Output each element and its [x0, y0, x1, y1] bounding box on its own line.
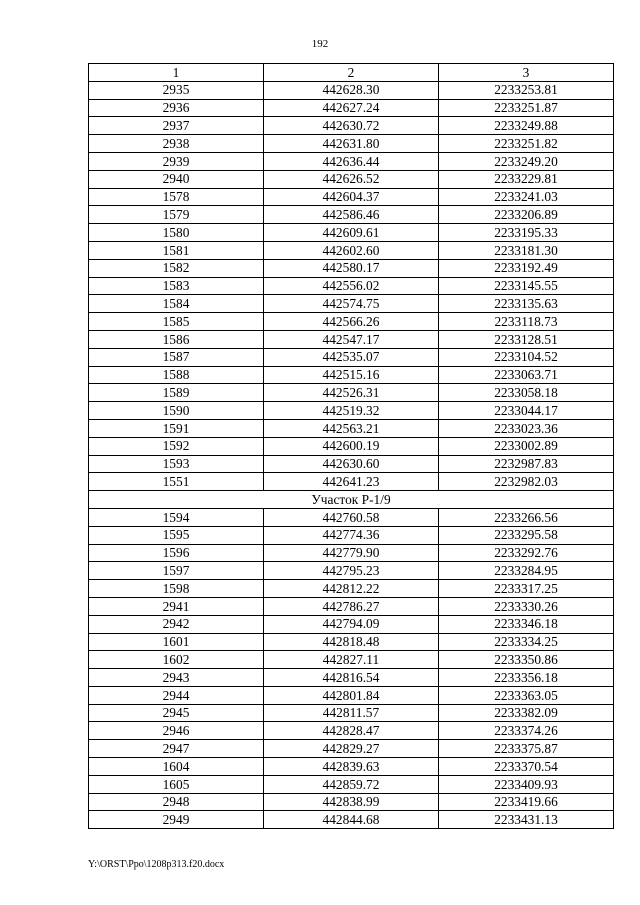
point-number-cell: 1602 — [89, 651, 264, 669]
table-row — [89, 633, 614, 651]
x-coordinate-cell: 442600.19 — [264, 437, 439, 455]
x-coordinate-cell: 442631.80 — [264, 135, 439, 153]
y-coordinate-cell: 2233104.52 — [439, 348, 614, 366]
y-coordinate-cell: 2232987.83 — [439, 455, 614, 473]
table-row — [89, 366, 614, 384]
point-number-cell: 2935 — [89, 81, 264, 99]
y-coordinate-cell: 2233229.81 — [439, 170, 614, 188]
x-coordinate-cell: 442811.57 — [264, 704, 439, 722]
y-coordinate-cell: 2233251.87 — [439, 99, 614, 117]
x-coordinate-cell: 442609.61 — [264, 224, 439, 242]
point-number-cell: 1591 — [89, 419, 264, 437]
header-row — [89, 64, 614, 82]
y-coordinate-cell: 2233206.89 — [439, 206, 614, 224]
point-number-cell: 1595 — [89, 526, 264, 544]
point-number-cell: 1590 — [89, 402, 264, 420]
point-number-cell: 1584 — [89, 295, 264, 313]
table-row — [89, 224, 614, 242]
table-row — [89, 758, 614, 776]
x-coordinate-cell: 442574.75 — [264, 295, 439, 313]
x-coordinate-cell: 442812.22 — [264, 580, 439, 598]
x-coordinate-cell: 442535.07 — [264, 348, 439, 366]
point-number-cell: 1592 — [89, 437, 264, 455]
y-coordinate-cell: 2233419.66 — [439, 793, 614, 811]
footer-file-path: Y:\ORST\Ppo\1208p313.f20.docx — [88, 859, 225, 870]
x-coordinate-cell: 442794.09 — [264, 615, 439, 633]
table-row — [89, 651, 614, 669]
coordinates-table — [88, 63, 614, 829]
x-coordinate-cell: 442786.27 — [264, 597, 439, 615]
y-coordinate-cell: 2233251.82 — [439, 135, 614, 153]
point-number-cell: 1594 — [89, 508, 264, 526]
point-number-cell: 1597 — [89, 562, 264, 580]
point-number-cell: 2944 — [89, 686, 264, 704]
y-coordinate-cell: 2233370.54 — [439, 758, 614, 776]
point-number-cell: 1583 — [89, 277, 264, 295]
x-coordinate-cell: 442636.44 — [264, 152, 439, 170]
x-coordinate-cell: 442839.63 — [264, 758, 439, 776]
table-row — [89, 437, 614, 455]
point-number-cell: 2938 — [89, 135, 264, 153]
x-coordinate-cell: 442760.58 — [264, 508, 439, 526]
y-coordinate-cell: 2233145.55 — [439, 277, 614, 295]
table-row — [89, 313, 614, 331]
y-coordinate-cell: 2233002.89 — [439, 437, 614, 455]
point-number-cell: 2943 — [89, 669, 264, 687]
y-coordinate-cell: 2233266.56 — [439, 508, 614, 526]
x-coordinate-cell: 442859.72 — [264, 775, 439, 793]
y-coordinate-cell: 2233356.18 — [439, 669, 614, 687]
point-number-cell: 2937 — [89, 117, 264, 135]
x-coordinate-cell: 442602.60 — [264, 241, 439, 259]
x-coordinate-cell: 442626.52 — [264, 170, 439, 188]
y-coordinate-cell: 2233253.81 — [439, 81, 614, 99]
x-coordinate-cell: 442580.17 — [264, 259, 439, 277]
x-coordinate-cell: 442563.21 — [264, 419, 439, 437]
point-number-cell: 1596 — [89, 544, 264, 562]
y-coordinate-cell: 2233118.73 — [439, 313, 614, 331]
table-row — [89, 704, 614, 722]
y-coordinate-cell: 2233295.58 — [439, 526, 614, 544]
table-row — [89, 562, 614, 580]
x-coordinate-cell: 442627.24 — [264, 99, 439, 117]
table-row — [89, 597, 614, 615]
y-coordinate-cell: 2233023.36 — [439, 419, 614, 437]
table-row — [89, 117, 614, 135]
table-row — [89, 473, 614, 491]
point-number-cell: 2942 — [89, 615, 264, 633]
y-coordinate-cell: 2233363.05 — [439, 686, 614, 704]
y-coordinate-cell: 2233382.09 — [439, 704, 614, 722]
x-coordinate-cell: 442515.16 — [264, 366, 439, 384]
x-coordinate-cell: 442526.31 — [264, 384, 439, 402]
x-coordinate-cell: 442816.54 — [264, 669, 439, 687]
point-number-cell: 1585 — [89, 313, 264, 331]
x-coordinate-cell: 442795.23 — [264, 562, 439, 580]
x-coordinate-cell: 442818.48 — [264, 633, 439, 651]
table-row — [89, 686, 614, 704]
column-header-3: 3 — [439, 64, 614, 82]
column-header-1: 1 — [89, 64, 264, 82]
point-number-cell: 1586 — [89, 330, 264, 348]
x-coordinate-cell: 442838.99 — [264, 793, 439, 811]
x-coordinate-cell: 442827.11 — [264, 651, 439, 669]
table-row — [89, 135, 614, 153]
table-row — [89, 526, 614, 544]
y-coordinate-cell: 2233409.93 — [439, 775, 614, 793]
point-number-cell: 2936 — [89, 99, 264, 117]
point-number-cell: 2939 — [89, 152, 264, 170]
y-coordinate-cell: 2233192.49 — [439, 259, 614, 277]
point-number-cell: 2945 — [89, 704, 264, 722]
table-row — [89, 259, 614, 277]
x-coordinate-cell: 442779.90 — [264, 544, 439, 562]
x-coordinate-cell: 442547.17 — [264, 330, 439, 348]
table-row — [89, 330, 614, 348]
table-row — [89, 188, 614, 206]
x-coordinate-cell: 442586.46 — [264, 206, 439, 224]
point-number-cell: 2941 — [89, 597, 264, 615]
table-row — [89, 775, 614, 793]
table-row — [89, 722, 614, 740]
y-coordinate-cell: 2233058.18 — [439, 384, 614, 402]
y-coordinate-cell: 2233350.86 — [439, 651, 614, 669]
point-number-cell: 1580 — [89, 224, 264, 242]
point-number-cell: 1588 — [89, 366, 264, 384]
table-row — [89, 170, 614, 188]
y-coordinate-cell: 2233284.95 — [439, 562, 614, 580]
x-coordinate-cell: 442844.68 — [264, 811, 439, 829]
column-header-2: 2 — [264, 64, 439, 82]
table-row — [89, 740, 614, 758]
point-number-cell: 1593 — [89, 455, 264, 473]
section-row — [89, 491, 614, 509]
point-number-cell: 1581 — [89, 241, 264, 259]
point-number-cell: 1582 — [89, 259, 264, 277]
point-number-cell: 1601 — [89, 633, 264, 651]
point-number-cell: 2946 — [89, 722, 264, 740]
point-number-cell: 1604 — [89, 758, 264, 776]
x-coordinate-cell: 442641.23 — [264, 473, 439, 491]
y-coordinate-cell: 2233063.71 — [439, 366, 614, 384]
x-coordinate-cell: 442628.30 — [264, 81, 439, 99]
point-number-cell: 1578 — [89, 188, 264, 206]
table-header — [89, 64, 614, 82]
point-number-cell: 2948 — [89, 793, 264, 811]
table-row — [89, 419, 614, 437]
point-number-cell: 2947 — [89, 740, 264, 758]
y-coordinate-cell: 2233249.88 — [439, 117, 614, 135]
x-coordinate-cell: 442801.84 — [264, 686, 439, 704]
table-row — [89, 99, 614, 117]
table-row — [89, 206, 614, 224]
section-title: Участок Р-1/9 — [89, 491, 614, 509]
point-number-cell: 1579 — [89, 206, 264, 224]
x-coordinate-cell: 442774.36 — [264, 526, 439, 544]
point-number-cell: 1551 — [89, 473, 264, 491]
table-row — [89, 455, 614, 473]
y-coordinate-cell: 2233375.87 — [439, 740, 614, 758]
x-coordinate-cell: 442829.27 — [264, 740, 439, 758]
table-row — [89, 295, 614, 313]
point-number-cell: 1598 — [89, 580, 264, 598]
y-coordinate-cell: 2233249.20 — [439, 152, 614, 170]
table-row — [89, 793, 614, 811]
point-number-cell: 1587 — [89, 348, 264, 366]
point-number-cell: 1605 — [89, 775, 264, 793]
y-coordinate-cell: 2232982.03 — [439, 473, 614, 491]
page-number: 192 — [311, 38, 329, 50]
y-coordinate-cell: 2233431.13 — [439, 811, 614, 829]
table-row — [89, 402, 614, 420]
table-row — [89, 811, 614, 829]
y-coordinate-cell: 2233128.51 — [439, 330, 614, 348]
x-coordinate-cell: 442828.47 — [264, 722, 439, 740]
y-coordinate-cell: 2233346.18 — [439, 615, 614, 633]
table-row — [89, 615, 614, 633]
table-row — [89, 580, 614, 598]
x-coordinate-cell: 442519.32 — [264, 402, 439, 420]
y-coordinate-cell: 2233135.63 — [439, 295, 614, 313]
point-number-cell: 2940 — [89, 170, 264, 188]
y-coordinate-cell: 2233195.33 — [439, 224, 614, 242]
table-row — [89, 348, 614, 366]
x-coordinate-cell: 442630.60 — [264, 455, 439, 473]
y-coordinate-cell: 2233317.25 — [439, 580, 614, 598]
table-row — [89, 508, 614, 526]
table-row — [89, 152, 614, 170]
y-coordinate-cell: 2233334.25 — [439, 633, 614, 651]
table-row — [89, 81, 614, 99]
point-number-cell: 1589 — [89, 384, 264, 402]
y-coordinate-cell: 2233181.30 — [439, 241, 614, 259]
table-row — [89, 277, 614, 295]
table-row — [89, 384, 614, 402]
y-coordinate-cell: 2233241.03 — [439, 188, 614, 206]
x-coordinate-cell: 442556.02 — [264, 277, 439, 295]
x-coordinate-cell: 442604.37 — [264, 188, 439, 206]
table-row — [89, 544, 614, 562]
x-coordinate-cell: 442630.72 — [264, 117, 439, 135]
y-coordinate-cell: 2233292.76 — [439, 544, 614, 562]
table-row — [89, 241, 614, 259]
y-coordinate-cell: 2233374.26 — [439, 722, 614, 740]
y-coordinate-cell: 2233330.26 — [439, 597, 614, 615]
point-number-cell: 2949 — [89, 811, 264, 829]
x-coordinate-cell: 442566.26 — [264, 313, 439, 331]
table-row — [89, 669, 614, 687]
y-coordinate-cell: 2233044.17 — [439, 402, 614, 420]
table-body — [89, 81, 614, 828]
